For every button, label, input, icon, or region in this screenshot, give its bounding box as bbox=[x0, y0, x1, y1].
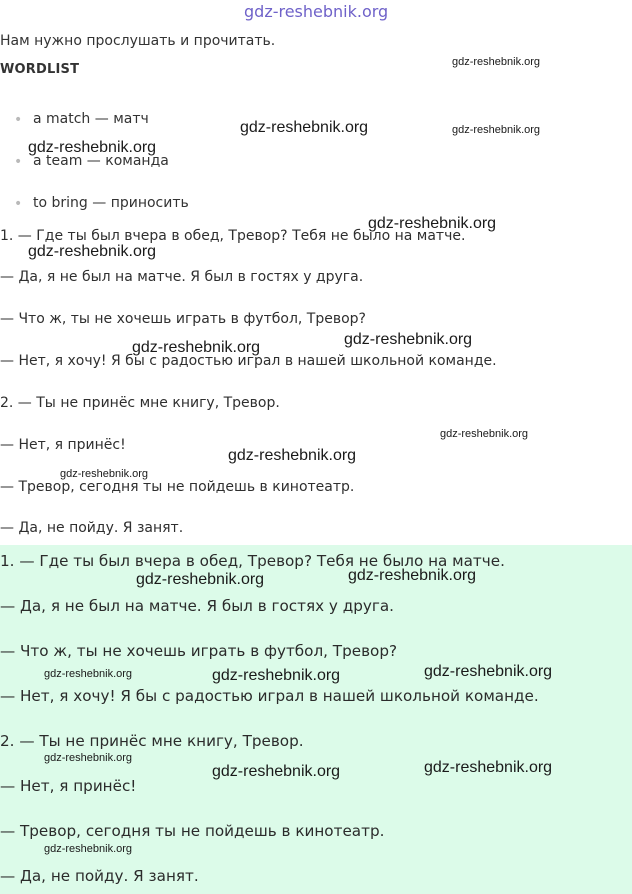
watermark: gdz-reshebnik.org bbox=[28, 139, 157, 156]
dialogue-line: — Да, я не был на матче. Я был в гостях у друга. bbox=[0, 269, 364, 285]
dialogue-line: 2. — Ты не принёс мне книгу, Тревор. bbox=[0, 395, 280, 411]
answer-line: — Нет, я хочу! Я бы с радостью играл в нашей школьной команде. bbox=[0, 687, 539, 705]
dialogue-line: — Тревор, сегодня ты не пойдешь в кинотеатр. bbox=[0, 479, 355, 495]
watermark: gdz-reshebnik.org bbox=[452, 56, 541, 68]
watermark: gdz-reshebnik.org bbox=[240, 119, 369, 136]
watermark: gdz-reshebnik.org bbox=[440, 428, 529, 440]
answer-line: — Да, я не был на матче. Я был в гостях у друга. bbox=[0, 597, 394, 615]
intro-text: Нам нужно прослушать и прочитать. bbox=[0, 33, 276, 49]
dialogue-line: — Нет, я принёс! bbox=[0, 437, 126, 453]
wordlist-item: • a team — команда bbox=[14, 153, 169, 169]
watermark: gdz-reshebnik.org bbox=[136, 571, 265, 588]
dialogue-line: 1. — Где ты был вчера в обед, Тревор? Тебя не было на матче. bbox=[0, 228, 466, 244]
answer-line: 2. — Ты не принёс мне книгу, Тревор. bbox=[0, 732, 304, 750]
watermark: gdz-reshebnik.org bbox=[424, 759, 553, 776]
dialogue-line: — Нет, я хочу! Я бы с радостью играл в нашей школьной команде. bbox=[0, 353, 497, 369]
watermark: gdz-reshebnik.org bbox=[424, 663, 553, 680]
dialogue-line: — Да, не пойду. Я занят. bbox=[0, 520, 184, 536]
watermark: gdz-reshebnik.org bbox=[344, 331, 473, 348]
answer-line: — Что ж, ты не хочешь играть в футбол, Тревор? bbox=[0, 642, 398, 660]
watermark: gdz-reshebnik.org bbox=[212, 763, 341, 780]
dialogue-line: — Что ж, ты не хочешь играть в футбол, Тревор? bbox=[0, 311, 366, 327]
answer-line: — Тревор, сегодня ты не пойдешь в кинотеатр. bbox=[0, 822, 385, 840]
watermark: gdz-reshebnik.org bbox=[228, 447, 357, 464]
watermark: gdz-reshebnik.org bbox=[368, 215, 497, 232]
watermark: gdz-reshebnik.org bbox=[44, 668, 133, 680]
answer-line: 1. — Где ты был вчера в обед, Тревор? Тебя не было на матче. bbox=[0, 552, 505, 570]
watermark: gdz-reshebnik.org bbox=[132, 339, 261, 356]
watermark: gdz-reshebnik.org bbox=[452, 124, 541, 136]
site-watermark-link[interactable]: gdz-reshebnik.org bbox=[244, 2, 389, 21]
watermark: gdz-reshebnik.org bbox=[212, 667, 341, 684]
watermark: gdz-reshebnik.org bbox=[60, 468, 149, 480]
watermark: gdz-reshebnik.org bbox=[348, 567, 477, 584]
watermark: gdz-reshebnik.org bbox=[28, 243, 157, 260]
wordlist-item: • to bring — приносить bbox=[14, 195, 189, 211]
answer-line: — Да, не пойду. Я занят. bbox=[0, 867, 199, 885]
wordlist-item: • a match — матч bbox=[14, 111, 149, 127]
watermark: gdz-reshebnik.org bbox=[44, 843, 133, 855]
wordlist-title: WORDLIST bbox=[0, 62, 80, 77]
watermark: gdz-reshebnik.org bbox=[44, 752, 133, 764]
answer-line: — Нет, я принёс! bbox=[0, 777, 137, 795]
